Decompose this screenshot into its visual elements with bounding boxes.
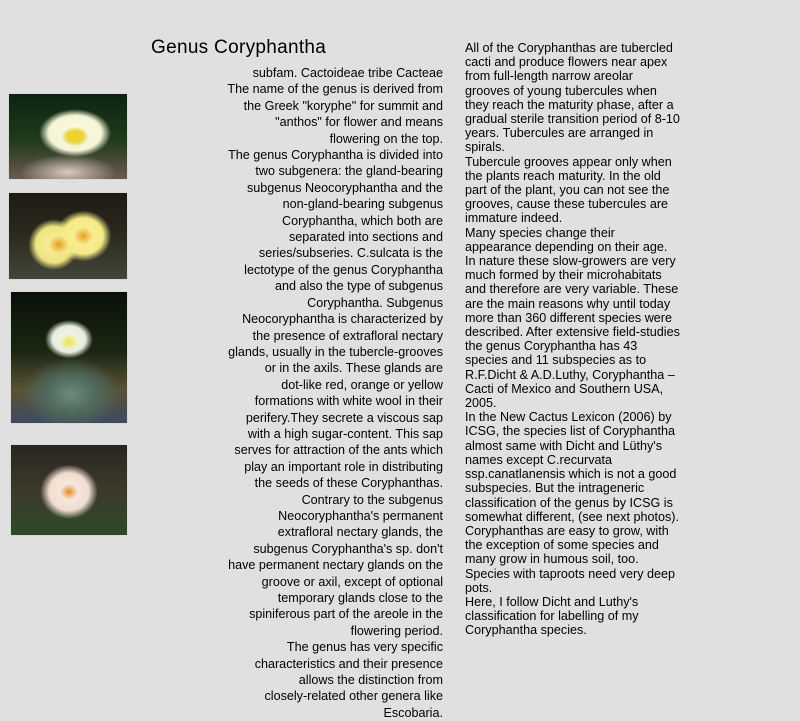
coryphantha-photo-3: [11, 292, 127, 423]
text-line: flowering period.: [350, 623, 443, 638]
text-line: grooves, cause these tubercules are: [465, 197, 669, 212]
text-line: are the main reasons why until today: [465, 296, 671, 311]
page-title: Genus Coryphantha: [151, 37, 327, 58]
text-line: classification of the genus by ICSG is: [465, 495, 673, 510]
text-line: formations with white wool in their: [254, 394, 443, 409]
coryphantha-photo-4: [11, 445, 127, 535]
text-line: have permanent nectary glands on the: [228, 558, 443, 573]
text-line: Neocoryphantha is characterized by: [242, 312, 443, 327]
text-line: series/subseries. C.sulcata is the: [258, 246, 443, 261]
text-line: Here, I follow Dicht and Luthy's: [465, 594, 639, 609]
text-line: closely-related other genera like: [264, 689, 443, 704]
left-text-column: [132, 65, 443, 721]
text-line: with a high sugar-content. This sap: [247, 426, 443, 441]
text-line: Contrary to the subgenus: [301, 492, 443, 507]
text-line: Coryphantha species.: [465, 623, 587, 638]
text-line: ssp.canatlanensis which is not a good: [465, 467, 677, 482]
text-line: 2005.: [465, 396, 497, 411]
text-line: names except C.recurvata: [465, 452, 612, 467]
text-line: the plants reach maturity. In the old: [465, 168, 661, 183]
text-line: and therefore are very variable. These: [465, 282, 679, 297]
text-line: years. Tubercules are arranged in: [465, 126, 654, 141]
text-line: species and 11 subspecies as to: [465, 353, 647, 368]
text-line: from full-length narrow areolar: [465, 69, 633, 84]
text-line: lectotype of the genus Coryphantha: [244, 262, 443, 277]
text-line: The genus has very specific: [286, 640, 443, 655]
text-line: non-gland-bearing subgenus: [282, 197, 443, 212]
text-line: glands, usually in the tubercle-grooves: [228, 344, 443, 359]
text-line: Neocoryphantha's permanent: [278, 508, 443, 523]
text-line: temporary glands close to the: [277, 591, 443, 605]
text-line: perifery.They secrete a viscous sap: [245, 410, 443, 425]
text-line: All of the Coryphanthas are tubercled: [465, 41, 673, 55]
text-line: subgenus Neocoryphantha and the: [246, 180, 443, 195]
right-text-column: [465, 41, 800, 638]
text-line: two subgenera: the gland-bearing: [255, 164, 443, 179]
text-line: play an important role in distributing: [244, 459, 443, 474]
text-line: dot-like red, orange or yellow: [281, 377, 443, 392]
text-line: groove or axil, except of optional: [261, 574, 443, 589]
text-line: cacti and produce flowers near apex: [465, 55, 668, 70]
text-line: The genus Coryphantha is divided into: [228, 148, 443, 163]
text-line: the presence of extrafloral nectary: [252, 328, 443, 343]
text-line: the exception of some species and: [465, 538, 659, 553]
text-line: characteristics and their presence: [254, 656, 443, 671]
text-line: almost same with Dicht and Lüthy's: [465, 438, 662, 453]
text-line: and also the type of subgenus: [274, 279, 443, 294]
text-line: "anthos" for flower and means: [275, 115, 443, 130]
text-line: much formed by their microhabitats: [465, 268, 662, 283]
text-line: more than 360 different species were: [465, 310, 672, 325]
text-line: many grow in humous soil, too.: [465, 552, 639, 567]
coryphantha-photo-2: [9, 193, 127, 279]
text-line: Cacti of Mexico and Southern USA,: [465, 381, 664, 396]
text-line: serves for attraction of the ants which: [234, 443, 443, 458]
text-line: spiniferous part of the areole in the: [249, 607, 443, 622]
text-line: part of the plant, you can not see the: [465, 183, 670, 198]
text-line: Escobaria.: [383, 705, 443, 720]
text-line: grooves of young tubercules when: [465, 83, 657, 98]
text-line: Many species change their: [465, 225, 615, 240]
text-line: or in the axils. These glands are: [264, 361, 443, 376]
text-line: ICSG, the species list of Coryphantha: [465, 424, 675, 439]
text-line: Coryphantha. Subgenus: [307, 295, 443, 310]
text-line: flowering on the top.: [329, 131, 443, 146]
text-line: the seeds of these Coryphanthas.: [254, 476, 443, 491]
text-line: R.F.Dicht & A.D.Luthy, Coryphantha –: [465, 367, 675, 382]
text-line: Species with taproots need very deep: [465, 566, 676, 581]
text-line: In the New Cactus Lexicon (2006) by: [465, 410, 672, 425]
coryphantha-photo-1: [9, 94, 127, 179]
text-line: Tubercule grooves appear only when: [465, 154, 672, 169]
text-line: The name of the genus is derived from: [227, 82, 443, 97]
text-line: subgenus Coryphantha's sp. don't: [253, 541, 443, 556]
text-line: allows the distinction from: [298, 673, 443, 688]
text-line: Coryphanthas are easy to grow, with: [465, 523, 669, 538]
text-line: appearance depending on their age.: [465, 239, 668, 254]
text-line: spirals.: [465, 140, 505, 155]
text-line: they reach the maturity phase, after a: [465, 97, 674, 112]
text-line: separated into sections and: [288, 230, 443, 245]
text-line: described. After extensive field-studies: [465, 325, 680, 340]
text-line: subfam. Cactoideae tribe Cacteae: [252, 66, 443, 80]
text-line: Coryphantha, which both are: [281, 213, 443, 228]
text-line: somewhat different, (see next photos).: [465, 509, 679, 524]
text-line: immature indeed.: [465, 211, 563, 226]
text-line: pots.: [465, 580, 493, 595]
text-line: extrafloral nectary glands, the: [277, 525, 443, 540]
text-line: the genus Coryphantha has 43: [465, 339, 638, 354]
text-line: the Greek "koryphe" for summit and: [243, 98, 443, 113]
text-line: gradual sterile transition period of 8-10: [465, 112, 680, 127]
text-line: In nature these slow-growers are very: [465, 254, 676, 269]
text-line: subspecies. But the intrageneric: [465, 481, 645, 496]
text-line: classification for labelling of my: [465, 609, 639, 624]
